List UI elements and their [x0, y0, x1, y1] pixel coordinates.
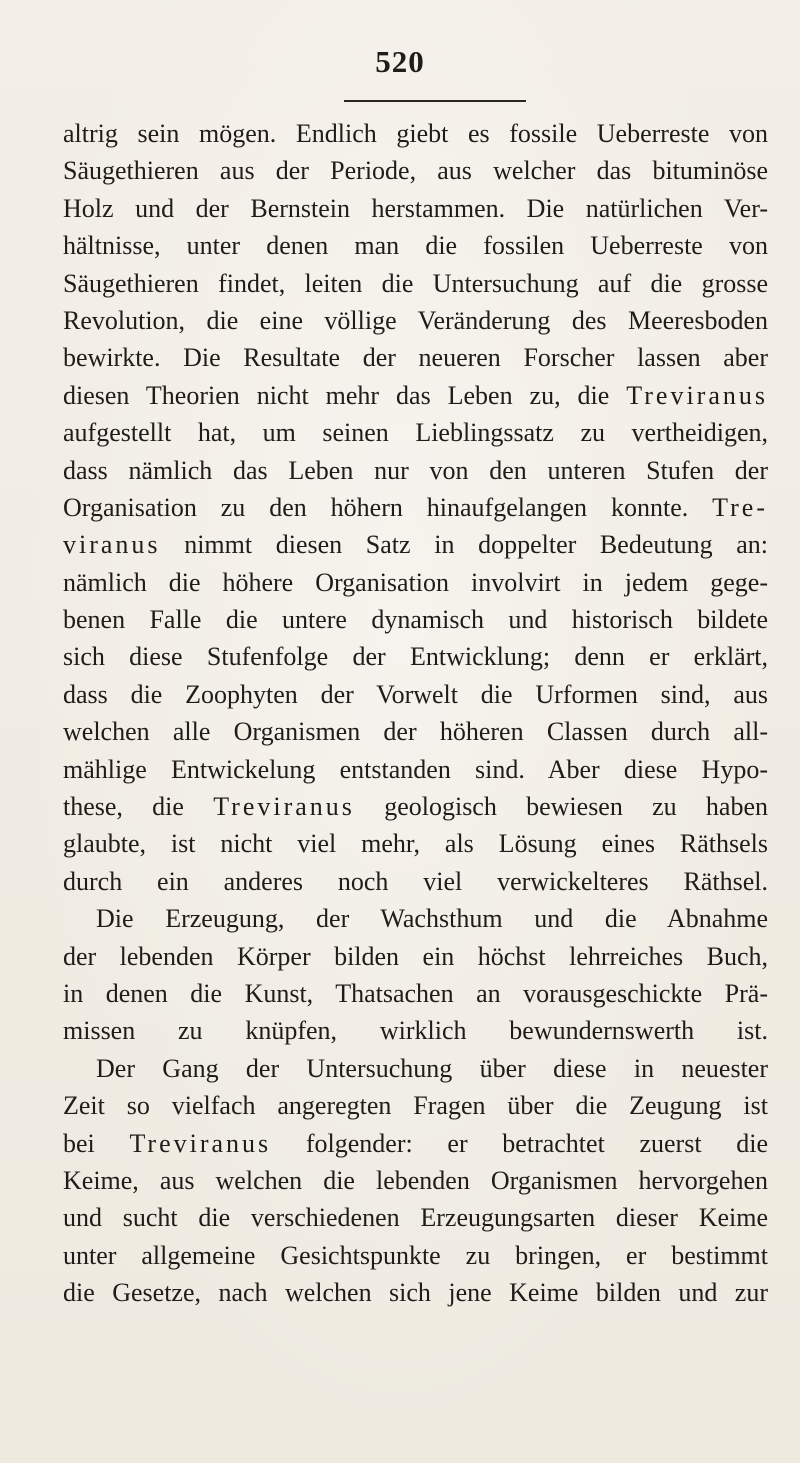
- text-line: [63, 900, 768, 937]
- text-segment: Die Erzeugung, der Wachsthum und die Abnahme: [96, 904, 768, 934]
- text-segment: geologisch bewiesen zu haben: [354, 792, 768, 822]
- text-segment: missen zu knüpfen, wirklich bewundernswerth ist.: [63, 1016, 768, 1046]
- text-segment: altrig sein mögen. Endlich giebt es fossile Ueberreste von: [63, 119, 768, 148]
- page-number: 520: [375, 44, 425, 79]
- text-segment: und sucht die verschiedenen Erzeugungsarten dieser Keime: [63, 1203, 768, 1233]
- text-segment: folgender: er betrachtet zuerst die: [271, 1128, 769, 1158]
- text-segment: benen Falle die untere dynamisch und historisch bildete: [63, 605, 768, 635]
- text-line: [63, 489, 768, 526]
- text-line: [63, 339, 768, 376]
- spaced-name: Treviranus: [626, 380, 768, 410]
- text-line: [63, 227, 768, 264]
- text-line: [63, 825, 768, 862]
- text-line: [63, 601, 768, 638]
- text-segment: hältnisse, unter denen man die fossilen Ueberreste von: [63, 231, 768, 261]
- text-line: [63, 1087, 768, 1124]
- text-line: [63, 638, 768, 675]
- body-text: [63, 115, 768, 1312]
- text-segment: Holz und der Bernstein herstammen. Die natürlichen Ver-: [63, 193, 768, 223]
- text-line: [63, 1050, 768, 1087]
- text-line: [63, 1199, 768, 1236]
- text-segment: Säugethieren findet, leiten die Untersuchung auf die grosse: [63, 268, 768, 298]
- text-line: [63, 676, 768, 713]
- spaced-name: viranus: [63, 530, 161, 560]
- text-segment: mählige Entwickelung entstanden sind. Aber diese Hypo-: [63, 754, 768, 784]
- text-segment: Revolution, die eine völlige Veränderung des Meeresboden: [63, 305, 768, 335]
- text-segment: welchen alle Organismen der höheren Classen durch all-: [63, 717, 768, 747]
- text-line: [63, 452, 768, 489]
- text-line: [63, 1012, 768, 1049]
- text-segment: sich diese Stufenfolge der Entwicklung; denn er erklärt,: [63, 642, 768, 672]
- text-line: [63, 564, 768, 601]
- text-segment: unter allgemeine Gesichtspunkte zu bringen, er bestimmt: [63, 1240, 768, 1270]
- text-segment: dass nämlich das Leben nur von den unteren Stufen der: [63, 455, 768, 485]
- text-segment: diesen Theorien nicht mehr das Leben zu, die: [63, 380, 627, 410]
- spaced-name: Treviranus: [129, 1128, 272, 1158]
- text-segment: Organisation zu den höhern hinaufgelangen konnte.: [63, 492, 713, 522]
- text-line: [63, 115, 768, 152]
- text-line: [63, 1237, 768, 1274]
- text-segment: bewirkte. Die Resultate der neueren Forscher lassen aber: [63, 343, 768, 373]
- text-segment: durch ein anderes noch viel verwickelteres Räthsel.: [63, 866, 768, 896]
- header-rule: [344, 100, 526, 102]
- text-segment: Säugethieren aus der Periode, aus welcher das bituminöse: [63, 156, 768, 186]
- text-line: [63, 190, 768, 227]
- text-line: [63, 788, 768, 825]
- text-line: [63, 302, 768, 339]
- text-segment: Zeit so vielfach angeregten Fragen über die Zeugung ist: [63, 1091, 768, 1121]
- spaced-name: Treviranus: [213, 792, 355, 822]
- text-line: [63, 1274, 768, 1311]
- text-line: [63, 713, 768, 750]
- text-segment: bei: [63, 1128, 130, 1158]
- text-line: [63, 1162, 768, 1199]
- text-segment: dass die Zoophyten der Vorwelt die Urformen sind, aus: [63, 679, 768, 709]
- text-line: [63, 377, 768, 414]
- text-segment: Der Gang der Untersuchung über diese in neuester: [96, 1053, 768, 1083]
- text-segment: Keime, aus welchen die lebenden Organismen hervorgehen: [63, 1165, 768, 1195]
- spaced-name: Tre-: [712, 492, 768, 522]
- text-line: [63, 751, 768, 788]
- text-line: [63, 938, 768, 975]
- text-line: [63, 414, 768, 451]
- text-segment: these, die: [63, 792, 214, 822]
- text-line: [63, 863, 768, 900]
- text-line: [63, 152, 768, 189]
- text-segment: aufgestellt hat, um seinen Lieblingssatz zu vertheidigen,: [63, 418, 768, 448]
- text-line: [63, 265, 768, 302]
- text-segment: die Gesetze, nach welchen sich jene Keime bilden und zur: [63, 1278, 768, 1308]
- text-segment: nämlich die höhere Organisation involvirt in jedem gege-: [63, 567, 768, 597]
- text-line: [63, 526, 768, 563]
- text-segment: nimmt diesen Satz in doppelter Bedeutung an:: [160, 530, 768, 560]
- text-segment: der lebenden Körper bilden ein höchst lehrreiches Buch,: [63, 941, 768, 971]
- text-segment: glaubte, ist nicht viel mehr, als Lösung eines Räthsels: [63, 829, 768, 859]
- text-segment: in denen die Kunst, Thatsachen an vorausgeschickte Prä-: [63, 978, 768, 1008]
- text-line: [63, 975, 768, 1012]
- text-line: [63, 1125, 768, 1162]
